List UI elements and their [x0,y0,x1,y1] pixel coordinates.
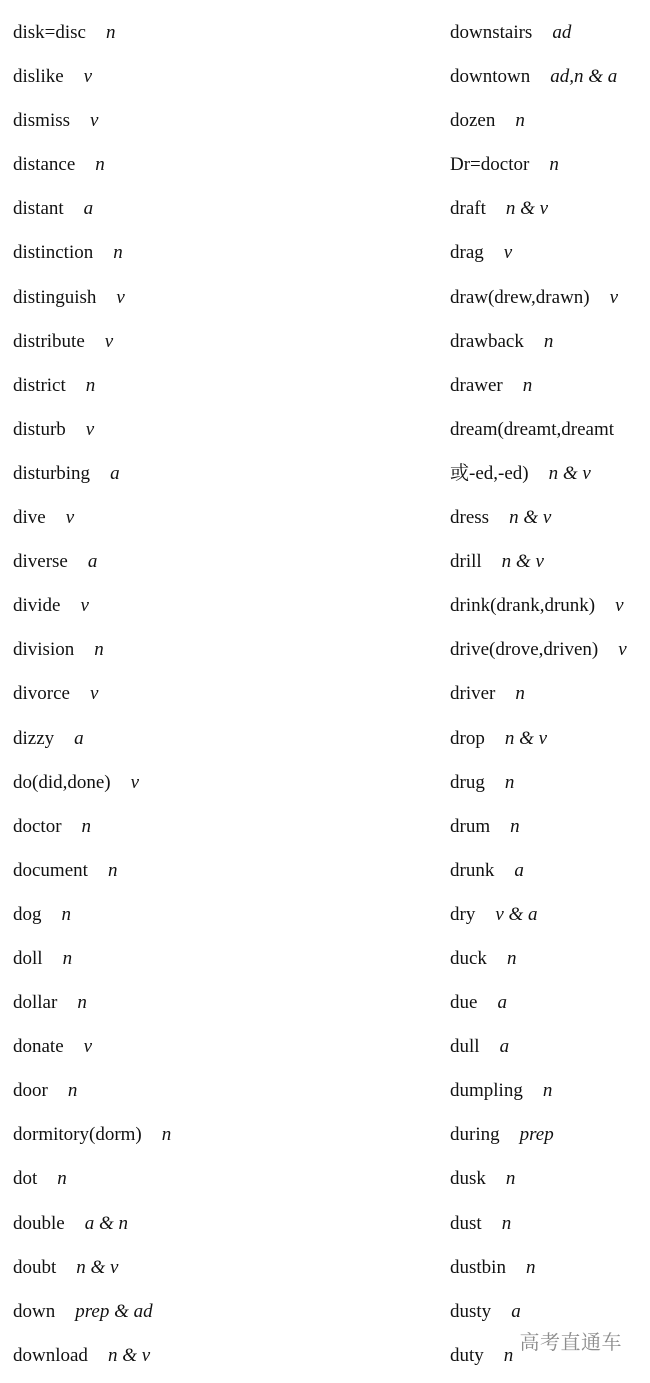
entry-part-of-speech: n [107,859,118,881]
entry-word: drunk [450,859,495,881]
vocabulary-right-column [450,11,650,1378]
entry-part-of-speech: n [525,1256,536,1278]
vocabulary-entry [13,540,433,584]
entry-part-of-speech: n & v [107,1344,151,1366]
entry-part-of-speech: prep [519,1124,554,1146]
entry-word: dream(dreamt,dreamt [450,418,615,440]
entry-part-of-speech: a & n [84,1212,128,1234]
entry-word: dry [450,903,476,925]
vocabulary-entry [13,408,433,452]
entry-part-of-speech: n [549,154,559,176]
entry-word: dislike [13,66,64,88]
vocabulary-entry [13,849,433,893]
entry-part-of-speech: v [89,683,99,705]
entry-word: door [13,1080,48,1102]
entry-word: draw(drew,drawn) [450,286,590,308]
entry-part-of-speech: n [506,947,517,969]
vocabulary-entry [450,364,650,408]
entry-part-of-speech: v [618,639,627,661]
vocabulary-entry [450,143,650,187]
vocabulary-entry [13,452,433,496]
entry-part-of-speech: n [504,771,515,793]
vocabulary-entry [450,893,650,937]
vocabulary-entry [450,849,650,893]
vocabulary-entry [450,496,650,540]
entry-word: district [13,374,66,396]
entry-word: divorce [13,683,70,705]
entry-word: dust [450,1212,482,1234]
entry-word: downtown [450,66,531,88]
vocabulary-entry [450,1113,650,1157]
entry-part-of-speech: n [81,815,92,837]
entry-word: drug [450,771,485,793]
vocabulary-left-column [13,11,433,1378]
entry-part-of-speech: v [83,66,93,88]
vocabulary-entry [450,1246,650,1290]
vocabulary-entry [13,496,433,540]
entry-part-of-speech: a [499,1036,510,1058]
entry-part-of-speech: v [65,507,75,529]
vocabulary-entry [13,320,433,364]
entry-part-of-speech: n [67,1080,78,1102]
entry-part-of-speech: n [62,947,73,969]
entry-word: dollar [13,992,58,1014]
entry-word: downstairs [450,22,533,43]
entry-word: distance [13,154,76,176]
entry-word: duty [450,1344,484,1366]
vocabulary-entry [13,1069,433,1113]
entry-word: doubt [13,1256,57,1278]
vocabulary-entry [450,584,650,628]
entry-word: drawer [450,374,503,396]
entry-part-of-speech: v [116,286,125,308]
entry-part-of-speech: a [87,551,98,573]
entry-word: dog [13,903,42,925]
vocabulary-entry [13,143,433,187]
vocabulary-entry [450,276,650,320]
vocabulary-entry [450,540,650,584]
vocabulary-entry [13,276,433,320]
entry-part-of-speech: n [161,1124,172,1146]
entry-word: drum [450,815,491,837]
entry-part-of-speech: v & a [495,903,538,925]
entry-word: dull [450,1036,480,1058]
vocabulary-entry [450,408,650,452]
entry-word: driver [450,683,496,705]
entry-word: do(did,done) [13,771,111,793]
entry-word: distant [13,198,64,220]
entry-word: distribute [13,330,85,352]
entry-word: during [450,1124,500,1146]
entry-part-of-speech: a [514,859,524,881]
vocabulary-entry [450,628,650,672]
entry-word: dozen [450,110,496,132]
vocabulary-entry [13,1334,433,1378]
vocabulary-entry [450,1025,650,1069]
vocabulary-entry [450,761,650,805]
entry-part-of-speech: n [503,1344,514,1366]
entry-word: distinguish [13,286,97,308]
vocabulary-entry [450,805,650,849]
entry-part-of-speech: n [515,110,525,132]
vocabulary-entry [450,452,650,496]
vocabulary-entry [450,981,650,1025]
vocabulary-entry [450,1069,650,1113]
entry-part-of-speech: prep & ad [75,1300,153,1322]
entry-word: disturb [13,418,66,440]
entry-part-of-speech: v [104,330,114,352]
vocabulary-entry [13,1202,433,1246]
entry-word: dizzy [13,727,55,749]
entry-word: double [13,1212,65,1234]
entry-word: dusk [450,1168,486,1190]
entry-part-of-speech: n & v [505,198,549,220]
vocabulary-entry [13,1025,433,1069]
entry-word: donate [13,1036,64,1058]
entry-word: distinction [13,242,94,264]
entry-part-of-speech: v [503,242,513,264]
entry-word: dismiss [13,110,71,132]
entry-word: drink(drank,drunk) [450,595,596,617]
entry-part-of-speech: v [609,286,619,308]
entry-part-of-speech: n & v [509,507,552,529]
vocabulary-entry [13,1157,433,1201]
entry-part-of-speech: n [501,1212,512,1234]
entry-word: due [450,992,478,1014]
vocabulary-entry [13,1246,433,1290]
entry-word: division [13,639,75,661]
vocabulary-entry [13,584,433,628]
entry-part-of-speech: n [85,374,96,396]
entry-part-of-speech: n [515,683,525,705]
entry-part-of-speech: n [95,154,105,176]
entry-part-of-speech: v [80,595,89,617]
vocabulary-entry [13,628,433,672]
entry-part-of-speech: n [106,22,116,43]
entry-part-of-speech: n [61,903,71,925]
vocabulary-entry [13,761,433,805]
entry-part-of-speech: a [74,727,84,749]
vocabulary-entry [13,364,433,408]
vocabulary-entry [450,11,650,55]
vocabulary-entry [450,672,650,716]
entry-part-of-speech: v [85,418,95,440]
vocabulary-entry [450,99,650,143]
vocabulary-entry [13,981,433,1025]
entry-word: diverse [13,551,68,573]
entry-part-of-speech: n & v [501,551,544,573]
entry-part-of-speech: n [510,815,520,837]
entry-part-of-speech: n & v [504,727,548,749]
entry-word: disk=disc [13,22,86,43]
vocabulary-entry [13,1290,433,1334]
entry-part-of-speech: n [543,330,554,352]
entry-part-of-speech: a [511,1300,521,1322]
entry-part-of-speech: n [94,639,104,661]
entry-part-of-speech: a [497,992,507,1014]
entry-word: duck [450,947,487,969]
vocabulary-entry [450,937,650,981]
entry-part-of-speech: n & v [548,462,591,484]
entry-word: dumpling [450,1080,523,1102]
entry-part-of-speech: n [57,1168,67,1190]
entry-part-of-speech: n [542,1080,553,1102]
entry-part-of-speech: n [505,1168,516,1190]
entry-word: Dr=doctor [450,154,530,176]
entry-part-of-speech: a [83,198,94,220]
watermark-text: 高考直通车 [519,1330,622,1354]
entry-word: dot [13,1168,38,1190]
vocabulary-entry [450,1157,650,1201]
entry-part-of-speech: ad [552,22,572,43]
entry-word: draft [450,198,486,220]
vocabulary-entry [13,231,433,275]
entry-word: divide [13,595,61,617]
entry-word: doctor [13,815,62,837]
entry-part-of-speech: n [113,242,123,264]
entry-word: doll [13,947,43,969]
entry-part-of-speech: a [110,462,120,484]
entry-part-of-speech: n & v [76,1256,119,1278]
vocabulary-entry [13,672,433,716]
entry-word: dusty [450,1300,492,1322]
vocabulary-entry [13,717,433,761]
entry-part-of-speech: v [615,595,624,617]
entry-word: dormitory(dorm) [13,1124,142,1146]
vocabulary-entry [450,187,650,231]
vocabulary-entry [450,55,650,99]
vocabulary-entry [13,11,433,55]
entry-part-of-speech: n [77,992,87,1014]
entry-word: 或-ed,-ed) [450,462,529,484]
vocabulary-entry [13,1113,433,1157]
entry-part-of-speech: ad,n & a [550,66,618,88]
entry-word: drill [450,551,482,573]
vocabulary-entry [450,717,650,761]
entry-part-of-speech: v [90,110,99,132]
vocabulary-entry [13,99,433,143]
entry-word: document [13,859,88,881]
entry-part-of-speech: n [522,374,533,396]
entry-word: drop [450,727,485,749]
vocabulary-entry [13,187,433,231]
entry-word: down [13,1300,56,1322]
entry-word: dustbin [450,1256,506,1278]
entry-word: dive [13,507,46,529]
vocabulary-entry [13,55,433,99]
entry-word: drive(drove,driven) [450,639,599,661]
vocabulary-entry [450,231,650,275]
entry-word: drag [450,242,484,264]
entry-word: drawback [450,330,524,352]
vocabulary-entry [450,320,650,364]
vocabulary-entry [450,1202,650,1246]
vocabulary-entry [13,937,433,981]
entry-word: disturbing [13,462,91,484]
vocabulary-entry [13,893,433,937]
vocabulary-entry [13,805,433,849]
entry-part-of-speech: v [130,771,140,793]
entry-word: dress [450,507,490,529]
entry-part-of-speech: v [83,1036,93,1058]
entry-word: download [13,1344,88,1366]
